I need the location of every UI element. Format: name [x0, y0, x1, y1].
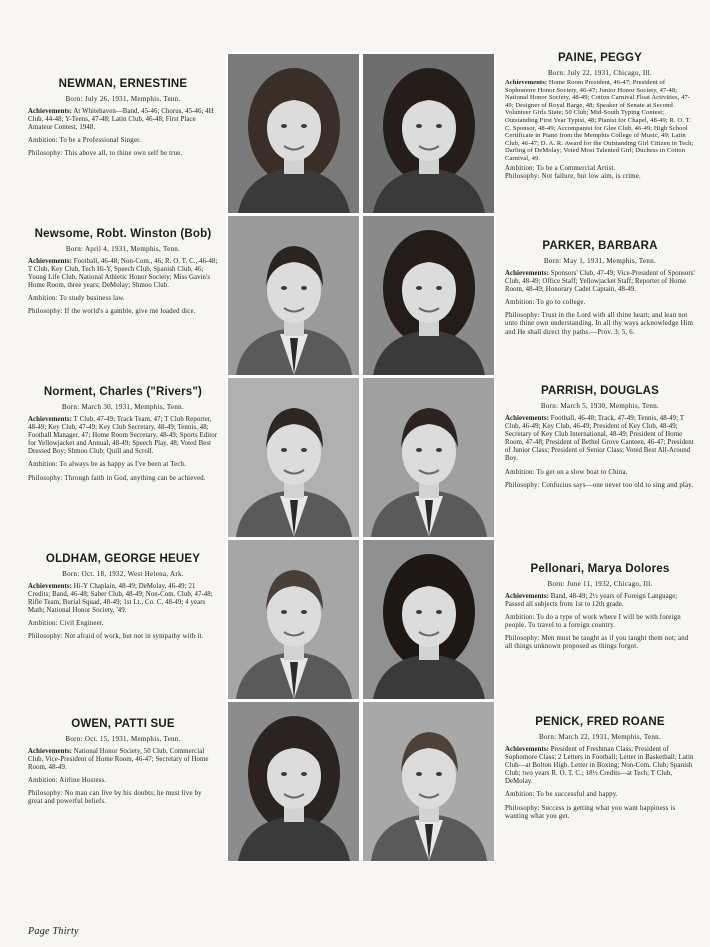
- achievements: [28, 416, 218, 456]
- entry-newman: [28, 78, 218, 163]
- achievements-label: Achievements:: [505, 270, 549, 277]
- portrait-norment: [228, 378, 359, 537]
- achievements: [505, 270, 695, 294]
- achievements-text: Football, 46-48; Non-Com., 46; R. O. T. C., 46-48; T Club, Key Club, Tech Hi-Y, Speech Club, Spanish Club, 46; Young Life Club, National Athletic Honor Society; Miss Gavin's Home Room, three years; DeMolay; Shmoo Club.: [28, 258, 218, 290]
- student-name: Newsome, Robt. Winston (Bob): [34, 228, 212, 240]
- achievements: [505, 415, 695, 464]
- born-line: Born: March 5, 1930, Memphis, Tenn.: [540, 402, 660, 410]
- portrait-illustration: [363, 378, 494, 537]
- student-name: PAINE, PEGGY: [558, 52, 642, 64]
- achievements: [505, 79, 695, 163]
- achievements-text: President of Freshman Class; President of Sophomore Class; 2 Letters in Football; Letter in Basketball; Latin Club—at Bolton High. Letter in Boxing; Non-Com. Club; Spanish Club; two years R. O. T. C.; 18½ Credits—at Tech; T Club, DeMolay.: [505, 746, 694, 786]
- achievements-label: Achievements:: [505, 593, 549, 600]
- achievements-label: Achievements:: [28, 258, 72, 265]
- portrait-pellonari: [363, 540, 494, 699]
- ambition: Ambition: Civil Engineer.: [28, 620, 104, 628]
- achievements-text: Band, 48-49; 2½ years of Foreign Language; Passed all subjects from 1st to 12th grade.: [505, 593, 678, 609]
- achievements-text: Football, 46-48; Track, 47-49; Tennis, 48-49; T Club, 46-49; Key Club, 46-49; President of Key Club, 48-49; Secretary of Key Club International, 48-49; President of Home Room, 47-48; President of Bethel Grove Canteen, 46-47; President of Junior Class; President of Senior Class; Voted Best All-Around Boy.: [505, 415, 694, 463]
- portrait-parker: [363, 216, 494, 375]
- portrait-illustration: [228, 540, 359, 699]
- achievements-label: Achievements:: [28, 583, 72, 590]
- philosophy: Philosophy: Not failure, but low aim, is crime.: [505, 172, 641, 180]
- philosophy: Philosophy: Through faith in God, anything can be achieved.: [28, 474, 206, 482]
- philosophy: Philosophy: No man can live by his doubts; he must live by great and powerful beliefs.: [28, 790, 202, 806]
- philosophy: Philosophy: Not afraid of work, but not in sympathy with it.: [28, 633, 204, 641]
- entry-paine: [505, 52, 695, 186]
- achievements: [505, 746, 695, 786]
- student-name: NEWMAN, ERNESTINE: [58, 78, 188, 90]
- achievements-text: Hi-Y Chaplain, 48-49; DeMolay, 46-49; 21 Credits; Band, 46-48; Saber Club, 48-49; Non-Com. Club, 47-48; Rifle Team, Burial Squad, 48-49; 1st Lt., Co. C, 48-49; 4 years Math; National Honor Society, '49.: [28, 583, 213, 615]
- student-name: PENICK, FRED ROANE: [535, 716, 665, 728]
- entry-norment: [28, 386, 218, 488]
- portrait-newman: [228, 54, 359, 213]
- born-line: Born: June 11, 1932, Chicago, Ill.: [547, 580, 653, 588]
- philosophy: Philosophy: Men must be taught as if you taught them not; and all things unknown proposed as things forgot.: [505, 635, 689, 651]
- portrait-illustration: [363, 702, 494, 861]
- achievements: [505, 593, 695, 609]
- achievements: [28, 748, 218, 772]
- portrait-penick: [363, 702, 494, 861]
- philosophy: Philosophy: Success is getting what you want happiness is wanting what you get.: [505, 804, 676, 820]
- student-name: Pellonari, Marya Dolores: [530, 563, 670, 575]
- entry-parrish: [505, 385, 695, 495]
- portrait-owen: [228, 702, 359, 861]
- entry-penick: [505, 716, 695, 826]
- achievements-text: T Club, 47-49; Track Team, 47; T Club Reporter, 48-49; Key Club, 47-49; Key Club Secretary, 48-49; Tennis, 48; Football Manager, 47; Home Room Secretary, 48-49; Sports Editor for Yellowjacket and Annual, 48-49; Speech Play, 48; Voted Best Dressed Boy; Shmoo Club; Quill and Scroll.: [28, 416, 218, 456]
- born-line: Born: July 26, 1931, Memphis, Tenn.: [65, 95, 181, 103]
- achievements-text: At Whitehaven—Band, 45-46; Chorus, 45-46; 4H Club, 44-48; Y-Teens, 47-48; Latin Club, 46-48; First Place Amateur Contest, 1948.: [28, 108, 214, 132]
- born-line: Born: May 1, 1931, Memphis, Tenn.: [543, 257, 657, 265]
- achievements: [28, 108, 218, 132]
- ambition: Ambition: To get on a slow boat to China.: [505, 468, 628, 476]
- achievements-text: Sponsors' Club, 47-49; Vice-President of Sponsors' Club, 48-49; Office Staff; Yellowjacket Staff; Reporter of Home Room, 48-49; Honorary Cadet Captain, 48-49.: [505, 270, 695, 294]
- ambition: Ambition: To go to college.: [505, 299, 586, 307]
- portrait-illustration: [228, 702, 359, 861]
- born-line: Born: Oct. 18, 1932, West Helena, Ark.: [62, 570, 184, 578]
- achievements: [28, 583, 218, 615]
- entry-pellonari: [505, 563, 695, 657]
- achievements: [28, 258, 218, 290]
- portrait-paine: [363, 54, 494, 213]
- portrait-newsome: [228, 216, 359, 375]
- student-name: PARKER, BARBARA: [542, 240, 658, 252]
- achievements-text: Home Room President, 46-47; President of Sophomore Honor Society, 46-47; Junior Honor Society, 47-48; National Honor Society, 48-49; Cotton Carnival Float Activities, 47-49; Designer of Royal Barge, 48; Speaker of Senate at Second Volunteer Girls State; 50 Club; Mid-South Typing Contest; Outstanding First Year Typist, 48; Pianist for Chapel, 48-49; R. O. T. C. Sponsor, 48-49; Accompanist for Glee Club, 46-49; High School Certificate in Piano from the Memphis College of Music, 49; Latin Club, 46-47; D. A. R. Award for the Outstanding Girl Citizen in Tech; Darling of DeMolay; Voted Most Talented Girl; Duchess in Cotton Carnival, 49.: [505, 79, 694, 162]
- philosophy: Philosophy: If the world's a gamble, give me loaded dice.: [28, 308, 196, 316]
- photo-grid: [226, 52, 496, 862]
- philosophy: Philosophy: This above all, to thine own self be true.: [28, 150, 183, 158]
- student-name: OWEN, PATTI SUE: [71, 718, 175, 730]
- born-line: Born: July 22, 1931, Chicago, Ill.: [547, 69, 653, 77]
- portrait-illustration: [363, 216, 494, 375]
- ambition: Ambition: To study business law.: [28, 295, 125, 303]
- portrait-illustration: [363, 540, 494, 699]
- student-name: Norment, Charles ("Rivers"): [43, 386, 203, 398]
- portrait-illustration: [228, 378, 359, 537]
- ambition: Ambition: Airline Hostess.: [28, 777, 107, 785]
- ambition: Ambition: To be a Professional Singer.: [28, 137, 142, 145]
- achievements-label: Achievements:: [505, 415, 549, 422]
- born-line: Born: March 30, 1931, Memphis, Tenn.: [62, 403, 184, 411]
- student-name: OLDHAM, GEORGE HEUEY: [45, 553, 201, 565]
- achievements-text: National Honor Society, 50 Club, Commercial Club, Vice-President of Home Room, 46-47; Secretary of Home Room, 48-49.: [28, 748, 209, 772]
- entry-oldham: [28, 553, 218, 647]
- philosophy: Philosophy: Trust in the Lord with all thine heart; and lean not unto thine own understanding. In all thy ways acknowledge Him and He shall direct thy paths.—Prov. 3: 5, 6.: [505, 312, 694, 336]
- ambition: Ambition: To always be as happy as I've been at Tech.: [28, 461, 187, 469]
- philosophy: Philosophy: Confucius says—one never too old to sing and play.: [505, 481, 694, 489]
- achievements-label: Achievements:: [28, 748, 72, 755]
- achievements-label: Achievements:: [505, 746, 549, 753]
- entry-owen: [28, 718, 218, 812]
- portrait-illustration: [363, 54, 494, 213]
- born-line: Born: April 4, 1931, Memphis, Tenn.: [65, 245, 181, 253]
- born-line: Born: March 22, 1931, Memphis, Tenn.: [539, 733, 661, 741]
- ambition: Ambition: To be a Commercial Artist.: [505, 164, 616, 172]
- achievements-label: Achievements:: [505, 79, 548, 86]
- entry-parker: [505, 240, 695, 342]
- portrait-oldham: [228, 540, 359, 699]
- born-line: Born: Oct. 15, 1931, Memphis, Tenn.: [65, 735, 181, 743]
- page-number: Page Thirty: [28, 926, 79, 937]
- entry-newsome: [28, 228, 218, 322]
- portrait-illustration: [228, 54, 359, 213]
- portrait-parrish: [363, 378, 494, 537]
- ambition: Ambition: To be successful and happy.: [505, 791, 618, 799]
- ambition: Ambition: To do a type of work where I will be with foreign people. To travel to a foreign country.: [505, 614, 681, 630]
- achievements-label: Achievements:: [28, 108, 72, 115]
- portrait-illustration: [228, 216, 359, 375]
- achievements-label: Achievements:: [28, 416, 72, 423]
- student-name: PARRISH, DOUGLAS: [541, 385, 659, 397]
